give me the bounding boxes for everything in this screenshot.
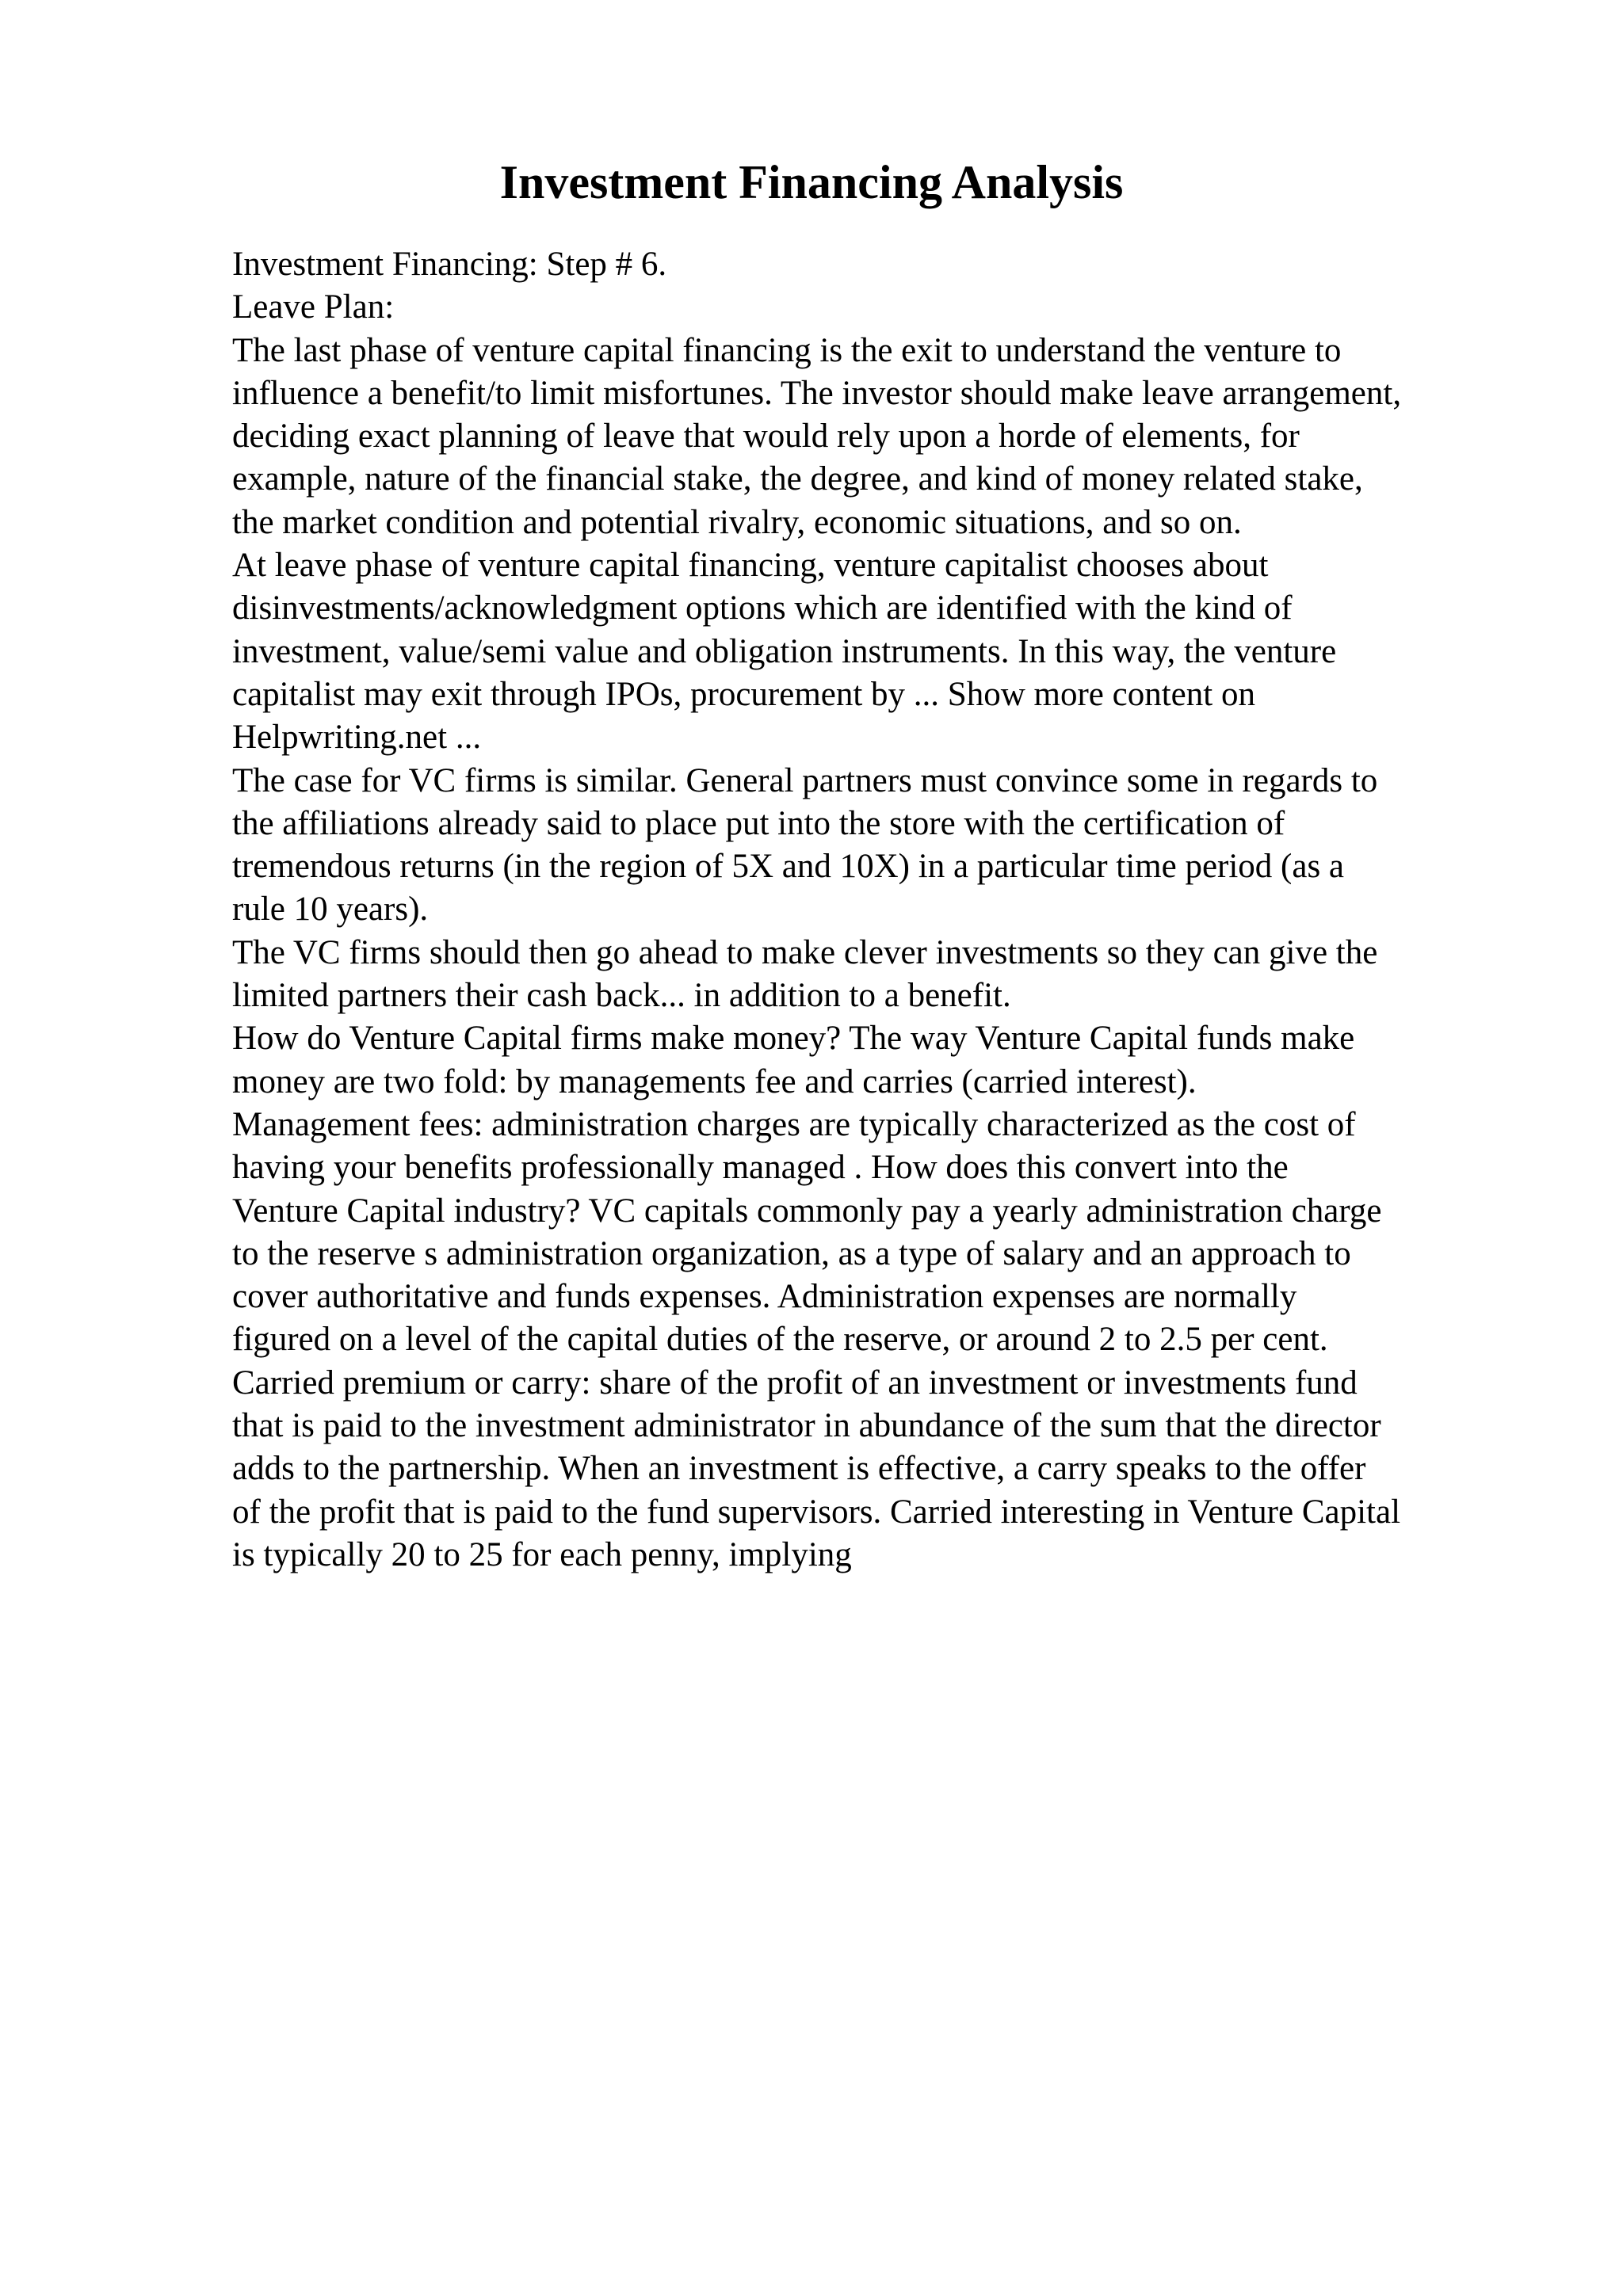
page-title: Investment Financing Analysis (499, 156, 1124, 208)
text-line: money are two fold: by managements fee and carries (carried interest). (232, 1062, 1197, 1100)
text-line: limited partners their cash back... in addition to a benefit. (232, 977, 1011, 1015)
text-line: influence a benefit/to limit misfortunes. The investor should make leave arrangement, (232, 374, 1402, 412)
text-line: The case for VC firms is similar. General partners must convince some in regards to (232, 761, 1378, 799)
text-line: the affiliations already said to place put into the store with the certification of (232, 804, 1285, 842)
text-line: tremendous returns (in the region of 5X and 10X) in a particular time period (as a (232, 848, 1345, 886)
text-line: Investment Financing: Step # 6. (232, 246, 667, 283)
text-line: At leave phase of venture capital financing, venture capitalist chooses about (232, 547, 1269, 585)
text-line: rule 10 years). (232, 891, 429, 929)
text-line: figured on a level of the capital duties of the reserve, or around 2 to 2.5 per cent. (232, 1321, 1328, 1359)
text-line: having your benefits professionally managed . How does this convert into the (232, 1149, 1289, 1187)
text-line: of the profit that is paid to the fund supervisors. Carried interesting in Venture Capital (232, 1493, 1401, 1531)
text-line: to the reserve s administration organization, as a type of salary and an approach to (232, 1234, 1351, 1272)
text-line: The VC firms should then go ahead to make clever investments so they can give the (232, 933, 1378, 971)
text-line: cover authoritative and funds expenses. Administration expenses are normally (232, 1278, 1297, 1316)
text-line: Carried premium or carry: share of the profit of an investment or investments fund (232, 1363, 1358, 1402)
text-line: Venture Capital industry? VC capitals commonly pay a yearly administration charge (232, 1192, 1382, 1230)
text-line: How do Venture Capital firms make money? The way Venture Capital funds make (232, 1020, 1355, 1058)
text-line: disinvestments/acknowledgment options which are identified with the kind of (232, 589, 1293, 627)
text-line: example, nature of the financial stake, the degree, and kind of money related stake, (232, 460, 1363, 498)
text-line: the market condition and potential rivalry, economic situations, and so on. (232, 503, 1242, 541)
text-line: Leave Plan: (232, 288, 395, 326)
text-line: The last phase of venture capital financing is the exit to understand the venture to (232, 331, 1342, 369)
text-line: adds to the partnership. When an investment is effective, a carry speaks to the offer (232, 1450, 1366, 1488)
text-line: is typically 20 to 25 for each penny, implying (232, 1535, 852, 1573)
document-body (232, 243, 1532, 1577)
text-line: capitalist may exit through IPOs, procurement by ... Show more content on (232, 675, 1255, 713)
text-line: Management fees: administration charges are typically characterized as the cost of (232, 1105, 1356, 1143)
text-line: deciding exact planning of leave that would rely upon a horde of elements, for (232, 418, 1300, 456)
text-line: that is paid to the investment administrator in abundance of the sum that the director (232, 1407, 1381, 1445)
text-line: investment, value/semi value and obligation instruments. In this way, the venture (232, 632, 1337, 670)
text-line: Helpwriting.net ... (232, 719, 482, 757)
